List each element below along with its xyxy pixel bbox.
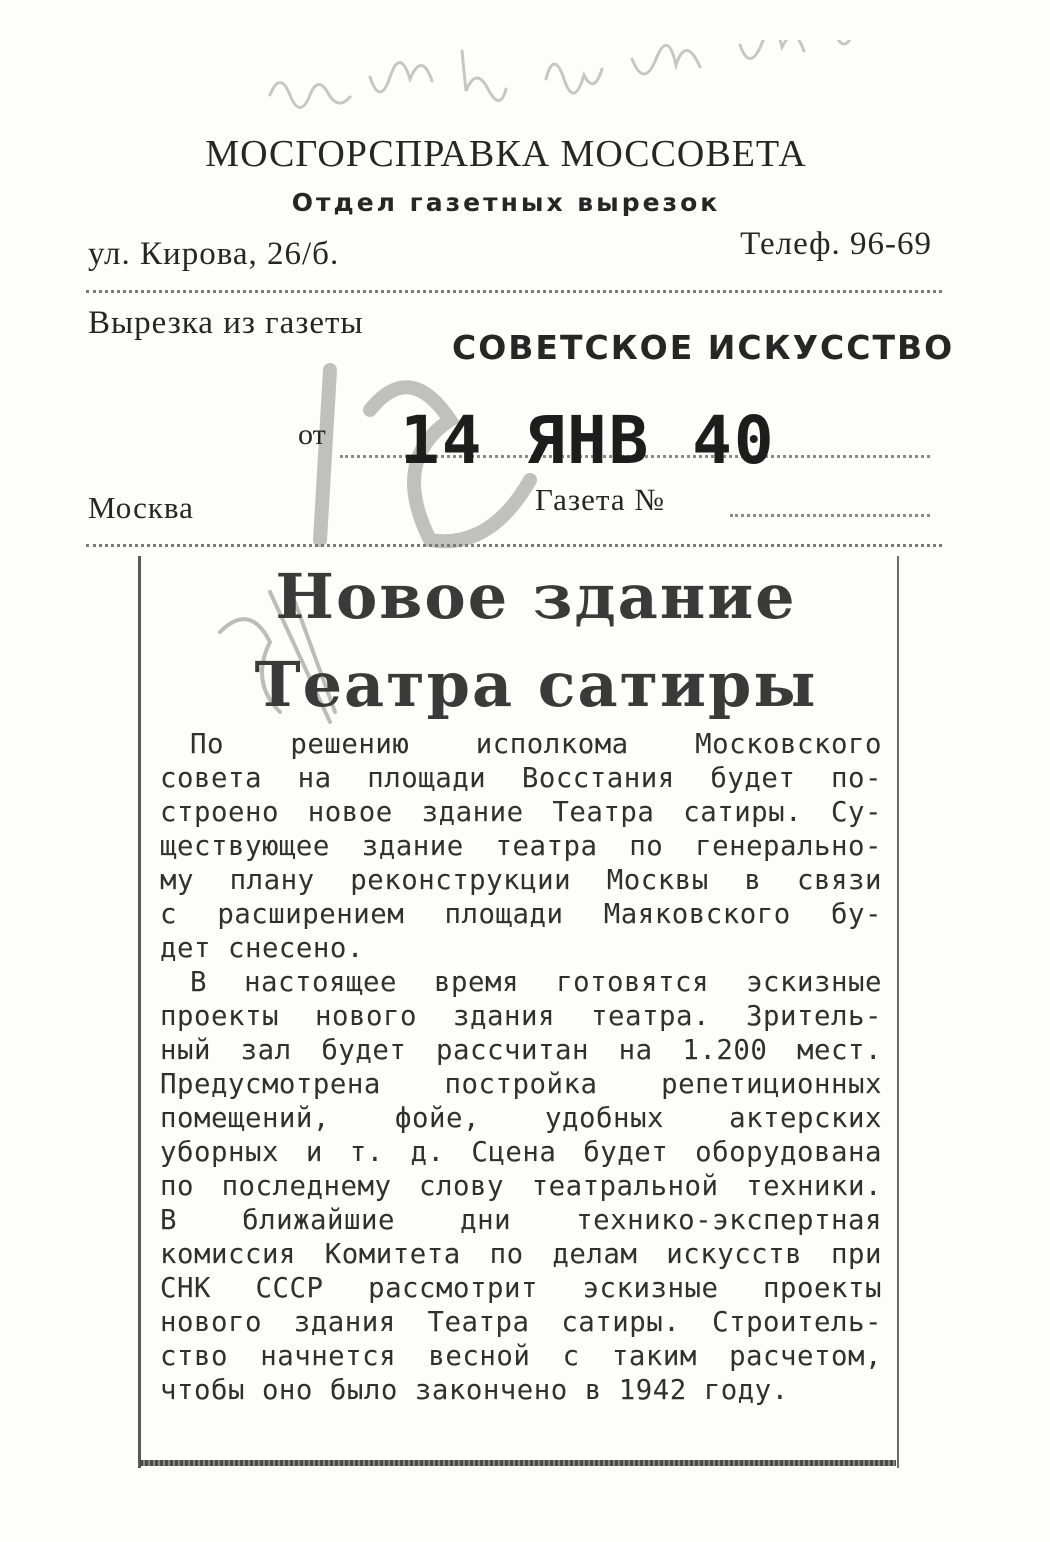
article-line: строено новое здание Театра сатиры. Су- <box>160 797 882 828</box>
clip-info-divider <box>86 544 942 547</box>
issue-dotted-line <box>730 514 930 517</box>
article-line: совета на площади Восстания будет по- <box>160 763 882 794</box>
date-stamp: 14 ЯНВ 40 <box>400 402 776 479</box>
article-line: ществующее здание театра по генерально- <box>160 831 882 862</box>
article-line: ство начнется весной с таким расчетом, <box>160 1341 882 1372</box>
city-name: Москва <box>88 490 194 525</box>
phone-number: Телеф. 96-69 <box>740 226 932 262</box>
article-line: СНК СССР рассмотрит эскизные проекты <box>160 1273 882 1304</box>
headline-line-1: Новое здание <box>275 560 797 633</box>
clipping-bottom-edge <box>140 1460 896 1466</box>
article-line: В настоящее время готовятся эскизные <box>190 967 882 998</box>
article-line: по последнему слову театральной техники. <box>160 1171 882 1202</box>
article-line: с расширением площади Маяковского бу- <box>160 899 882 930</box>
article-line: дет снесено. <box>160 933 364 964</box>
clip-from-label: Вырезка из газеты <box>88 305 364 341</box>
organization-name: МОСГОРСПРАВКА МОССОВЕТА <box>205 133 807 175</box>
date-from-label: от <box>298 418 326 451</box>
article-line: помещений, фойе, удобных актерских <box>160 1103 882 1134</box>
article-line: В ближайшие дни технико-экспертная <box>160 1205 882 1236</box>
newspaper-name-stamp: СОВЕТСКОЕ ИСКУССТВО <box>452 328 955 367</box>
department-name: Отдел газетных вырезок <box>291 188 721 217</box>
article-line: проекты нового здания театра. Зритель- <box>160 1001 882 1032</box>
header-divider <box>86 290 942 293</box>
handwritten-note <box>265 40 985 130</box>
article-line: чтобы оно было закончено в 1942 году. <box>160 1375 789 1406</box>
article-line: комиссия Комитета по делам искусств при <box>160 1239 882 1270</box>
article-line: По решению исполкома Московского <box>190 729 882 760</box>
issue-label: Газета № <box>535 482 665 517</box>
article-line: ный зал будет рассчитан на 1.200 мест. <box>160 1035 882 1066</box>
article-line: му плану реконструкции Москвы в связи <box>160 865 882 896</box>
article-line: нового здания Театра сатиры. Строитель- <box>160 1307 882 1338</box>
article-line: уборных и т. д. Сцена будет оборудована <box>160 1137 882 1168</box>
article-line: Предусмотрена постройка репетиционных <box>160 1069 882 1100</box>
article-body <box>160 728 882 1408</box>
address: ул. Кирова, 26/б. <box>88 236 340 272</box>
headline-line-2: Театра сатиры <box>254 648 818 721</box>
